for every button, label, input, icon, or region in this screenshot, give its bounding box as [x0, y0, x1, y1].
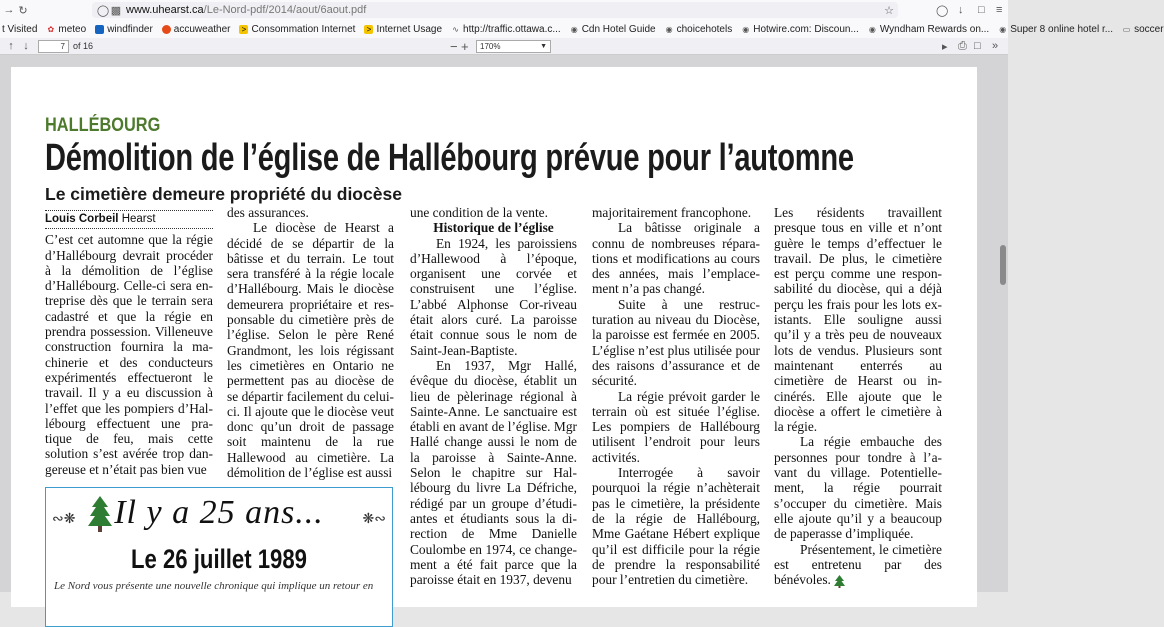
bookmark-wyndham[interactable]: ◉ Wyndham Rewards on...	[868, 23, 990, 35]
reload-icon[interactable]: ↻	[18, 4, 28, 17]
back-arrow-icon[interactable]: →	[3, 4, 15, 16]
bookmark-internet-usage[interactable]: > Internet Usage	[364, 24, 442, 35]
arrow-logo-icon: >	[364, 25, 373, 34]
zoom-in-icon[interactable]: +	[461, 38, 469, 54]
bookmark-accuweather[interactable]: accuweather	[162, 24, 231, 35]
column-4-paragraph-2: Suite à une restruc-turation au niveau du Diocèse, la paroisse est fermée en 2005. L’église n’est plus utilisée pour des raisons d’assurance et de sécurité.	[592, 296, 760, 389]
maple-leaf-icon: ✿	[47, 24, 55, 34]
traffic-icon: ∿	[452, 24, 459, 34]
lock-icon[interactable]: ▩	[110, 4, 122, 17]
extensions-icon[interactable]: □	[978, 4, 985, 16]
pdf-page	[11, 67, 977, 607]
globe-icon: ◉	[665, 24, 673, 34]
globe-icon: ◉	[742, 24, 750, 34]
bookmark-traffic[interactable]: ∿ http://traffic.ottawa.c...	[452, 23, 561, 35]
section-heading: Historique de l’église	[433, 220, 554, 236]
column-5-paragraph-2: La régie embauche des personnes pour tondre à l’a-vant du village. Potentielle-ment, la régie pourrait s’occuper du cimetière. Mais elle ajoute qu’il y a beaucoup de paperasse d’impliquée.	[774, 434, 942, 542]
address-field[interactable]	[92, 2, 898, 18]
pocket-icon[interactable]: ◯	[936, 4, 949, 17]
folder-icon: ▭	[1122, 24, 1131, 34]
zoom-select[interactable]: 170% ▼	[476, 40, 551, 53]
chevron-down-icon: ▼	[540, 42, 547, 50]
column-5-paragraph-1: Les résidents travaillent presque tous en ville et n’ont guère le temps d’effectuer le travail. De plus, le cimetière est perçu comme une respon-sabilité du diocèse, qui a déjà perçu les frais pour les lots ex-istants. Elle souligne aussi qu’il y a très peu de nouveaux lots de vendus. Plusieurs sont maintenant enterrés au cimetière de Hearst ou in-cinérés. Elle ajoute que le diocèse a offert le cimetière à la régie.	[774, 205, 942, 435]
article-column-1	[45, 210, 213, 477]
byline	[45, 210, 213, 229]
windfinder-icon	[95, 25, 104, 34]
bookmark-cdn-hotel[interactable]: ◉ Cdn Hotel Guide	[570, 23, 656, 35]
tools-icon[interactable]: »	[992, 40, 999, 52]
pdf-viewer[interactable]	[0, 55, 1008, 592]
browser-url-bar	[0, 0, 1008, 21]
bookmark-soccer[interactable]: ▭ soccer	[1122, 23, 1164, 35]
column-1-text: C’est cet automne que la régie d’Hallébourg devrait procéder à la démolition de l’église d’Hallébourg. Celle-ci sera en-treprise dès que le terrain sera cadastré et que la régie en prendra possession. Villeneuve construction fournira la ma-chinerie et des conducteurs expérimentés effectueront le travail. Il y a eu discussion à l’effet que les pompiers d’Hal-lébourg effectuent une pra-tique de feu, mais cette solution s’est avérée trop dan-gereuse et n’était pas bien vue	[45, 232, 213, 477]
bookmark-consommation[interactable]: > Consommation Internet	[239, 24, 355, 35]
pdf-toolbar	[0, 38, 1008, 55]
article-subhead: Le cimetière demeure propriété du diocèse	[45, 184, 402, 204]
column-2-top: des assurances.	[227, 205, 309, 220]
pine-tree-icon	[834, 575, 845, 588]
bookmark-super8[interactable]: ◉ Super 8 online hotel r...	[999, 23, 1114, 35]
bookmark-hotwire[interactable]: ◉ Hotwire.com: Discoun...	[742, 23, 859, 35]
ornament-right-icon: ❋∾	[362, 510, 386, 526]
page-number-input[interactable]: 7	[38, 40, 69, 53]
url-path: /Le-Nord-pdf/2014/aout/6aout.pdf	[203, 4, 367, 16]
scrollbar-thumb[interactable]	[1000, 245, 1006, 285]
star-icon[interactable]: ☆	[884, 4, 894, 17]
print-icon[interactable]: ⎙	[958, 39, 967, 52]
column-4-paragraph-4: Interrogée à savoir pourquoi la régie n’achèterait pas le cimetière, la présidente de la régie de Hallébourg, Mme Gaétane Hébert explique qu’il est difficile pour la régie de prendre la responsabilité pour l’entretien du cimetière.	[592, 465, 760, 588]
bookmark-windfinder[interactable]: windfinder	[95, 24, 153, 35]
column-4-paragraph-1: La bâtisse originale a connu de nombreuses répara-tions et modifications au cours des années, mais l’emplace-ment n’a pas changé.	[592, 220, 760, 297]
retro-column-date: Le 26 juillet 1989	[131, 544, 307, 574]
bookmark-choicehotels[interactable]: ◉ choicehotels	[665, 23, 733, 35]
column-3-top: une condition de la vente.	[410, 205, 548, 220]
article-headline: Démolition de l’église de Hallébourg prévue pour l’automne	[45, 137, 854, 179]
arrow-logo-icon: >	[239, 25, 248, 34]
presentation-icon[interactable]: ▸	[942, 40, 948, 53]
column-5-paragraph-3: Présentement, le cimetière est entretenu par des bénévoles.	[774, 541, 942, 588]
download-icon[interactable]: ↓	[958, 4, 964, 16]
globe-icon: ◉	[868, 24, 876, 34]
bookmark-most-visited[interactable]: t Visited	[2, 23, 38, 35]
retro-column-title: Il y a 25 ans...	[114, 494, 324, 531]
page-count: of 16	[73, 41, 94, 51]
column-2-text: Le diocèse de Hearst a décidé de se départir de la bâtisse et du terrain. Le tout sera transféré à la régie locale d’Hallébourg. Mais le diocèse demeurera propriétaire et res-ponsable du cimetière près de l’église. Selon le père René Grandmont, les lois régissant les cimetières en Ontario ne permettent pas au diocèse de se départir facilement du celui-ci. Il ajoute que le diocèse veut donc qu’un droit de passage soit maintenu de la rue Hallewood au cimetière. La démolition de l’église est aussi	[227, 220, 394, 481]
next-page-icon[interactable]: ↓	[23, 40, 29, 52]
shield-icon[interactable]: ◯	[96, 4, 110, 17]
column-4-top: majoritairement francophone.	[592, 205, 752, 220]
ornament-left-icon: ∾❋	[52, 510, 76, 526]
article-column-3	[410, 205, 577, 587]
previous-page-icon[interactable]: ↑	[8, 40, 14, 52]
menu-icon[interactable]: ≡	[996, 4, 1003, 16]
bookmarks-bar	[0, 20, 1164, 39]
column-3-paragraph-2: En 1937, Mgr Hallé, évêque du diocèse, établit un lieu de pèlerinage régional à Sainte-Anne. Le sanctuaire est établi en avant de l’église. Mgr Hallé change aussi le nom de la paroisse à Sainte-Anne. Selon le chapitre sur Hal-lébourg du livre La Défriche, rédigé par un groupe d’étudi-antes et étudiants sous la di-rection de Mme Danielle Coulombe en 1974, ce change-ment a été fait parce que la paroisse était en 1937, devenu	[410, 357, 577, 588]
author-location: Hearst	[121, 213, 156, 225]
column-4-paragraph-3: La régie prévoit garder le terrain où est située l’église. Les pompiers de Hallébourg utilisent l’endroit pour leurs activités.	[592, 388, 760, 465]
zoom-out-icon[interactable]: −	[450, 38, 458, 54]
retro-column-box	[45, 487, 393, 627]
article-column-4	[592, 205, 760, 587]
article-column-5	[774, 205, 942, 588]
column-3-paragraph-1: En 1924, les paroissiens d’Hallewood à l’époque, organisent une corvée et construisent une l’église. L’abbé Alphonse Cor-riveau était alors curé. La paroisse était connue sous le nom de Saint-Jean-Baptiste.	[410, 235, 577, 358]
globe-icon: ◉	[999, 24, 1007, 34]
url-host: www.uhearst.ca	[126, 4, 204, 16]
globe-icon: ◉	[570, 24, 578, 34]
author-name: Louis Corbeil	[45, 213, 119, 225]
article-column-2	[227, 205, 394, 480]
vertical-scrollbar[interactable]	[1000, 55, 1006, 592]
save-icon[interactable]: □	[974, 40, 981, 52]
article-kicker: HALLÉBOURG	[45, 115, 161, 136]
bookmark-meteo[interactable]: ✿ meteo	[47, 23, 87, 35]
accuweather-icon	[162, 25, 171, 34]
retro-column-intro: Le Nord vous présente une nouvelle chronique qui implique un retour en	[54, 580, 374, 592]
